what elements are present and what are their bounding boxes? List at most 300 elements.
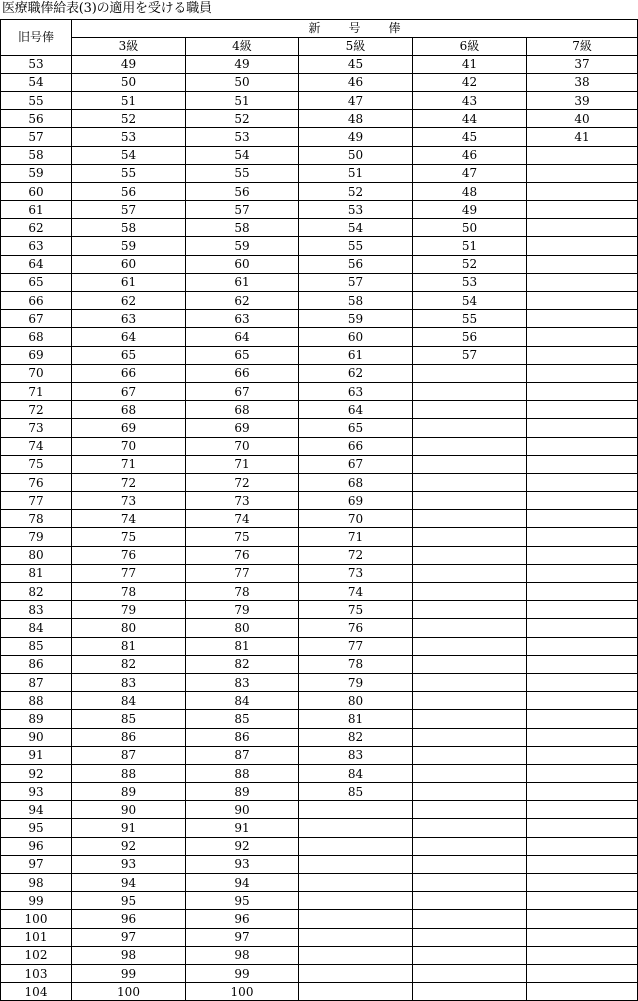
new-step-cell-grade-5: 79 bbox=[299, 673, 413, 691]
new-step-cell-grade-4: 79 bbox=[186, 601, 299, 619]
new-step-cell-grade-7 bbox=[527, 492, 638, 510]
table-row bbox=[1, 946, 638, 964]
old-step-cell: 88 bbox=[1, 692, 72, 710]
new-step-cell-grade-5 bbox=[299, 964, 413, 982]
table-row bbox=[1, 292, 638, 310]
new-step-cell-grade-5: 67 bbox=[299, 455, 413, 473]
table-row bbox=[1, 746, 638, 764]
new-step-cell-grade-4: 65 bbox=[186, 346, 299, 364]
new-step-cell-grade-4: 63 bbox=[186, 310, 299, 328]
new-step-cell-grade-4: 49 bbox=[186, 55, 299, 73]
new-step-cell-grade-7 bbox=[527, 946, 638, 964]
new-step-cell-grade-7 bbox=[527, 146, 638, 164]
new-step-cell-grade-7 bbox=[527, 619, 638, 637]
new-step-cell-grade-6 bbox=[413, 583, 527, 601]
new-step-cell-grade-5: 65 bbox=[299, 419, 413, 437]
table-row bbox=[1, 73, 638, 91]
new-step-cell-grade-6: 54 bbox=[413, 292, 527, 310]
new-step-cell-grade-7 bbox=[527, 219, 638, 237]
new-step-cell-grade-7 bbox=[527, 710, 638, 728]
new-step-cell-grade-7 bbox=[527, 364, 638, 382]
new-step-cell-grade-7 bbox=[527, 983, 638, 1001]
new-step-cell-grade-6 bbox=[413, 801, 527, 819]
old-step-cell: 79 bbox=[1, 528, 72, 546]
old-step-header: 旧号俸 bbox=[1, 20, 72, 56]
old-step-cell: 74 bbox=[1, 437, 72, 455]
new-step-cell-grade-4: 83 bbox=[186, 673, 299, 691]
new-step-cell-grade-5: 76 bbox=[299, 619, 413, 637]
table-row bbox=[1, 510, 638, 528]
new-step-cell-grade-4: 52 bbox=[186, 110, 299, 128]
new-step-cell-grade-5: 84 bbox=[299, 764, 413, 782]
new-step-cell-grade-6: 49 bbox=[413, 201, 527, 219]
new-step-cell-grade-7 bbox=[527, 637, 638, 655]
table-row bbox=[1, 655, 638, 673]
new-step-cell-grade-4: 60 bbox=[186, 255, 299, 273]
new-step-cell-grade-4: 66 bbox=[186, 364, 299, 382]
new-step-cell-grade-7: 40 bbox=[527, 110, 638, 128]
new-step-cell-grade-6: 43 bbox=[413, 91, 527, 109]
new-step-cell-grade-5: 50 bbox=[299, 146, 413, 164]
table-row bbox=[1, 964, 638, 982]
new-step-cell-grade-3: 50 bbox=[72, 73, 186, 91]
new-step-cell-grade-5: 64 bbox=[299, 401, 413, 419]
new-step-cell-grade-7 bbox=[527, 182, 638, 200]
new-step-cell-grade-3: 56 bbox=[72, 182, 186, 200]
new-step-cell-grade-6 bbox=[413, 673, 527, 691]
new-step-cell-grade-5: 68 bbox=[299, 473, 413, 491]
table-row bbox=[1, 855, 638, 873]
old-step-cell: 87 bbox=[1, 673, 72, 691]
old-step-cell: 72 bbox=[1, 401, 72, 419]
table-row bbox=[1, 146, 638, 164]
old-step-cell: 70 bbox=[1, 364, 72, 382]
new-step-cell-grade-3: 88 bbox=[72, 764, 186, 782]
table-row bbox=[1, 437, 638, 455]
old-step-cell: 93 bbox=[1, 783, 72, 801]
new-step-cell-grade-3: 98 bbox=[72, 946, 186, 964]
new-step-cell-grade-4: 78 bbox=[186, 583, 299, 601]
new-step-cell-grade-6 bbox=[413, 473, 527, 491]
salary-conversion-table bbox=[0, 19, 638, 1001]
new-step-cell-grade-7 bbox=[527, 764, 638, 782]
new-step-cell-grade-3: 71 bbox=[72, 455, 186, 473]
old-step-cell: 81 bbox=[1, 564, 72, 582]
grade-header-3: 3級 bbox=[72, 37, 186, 55]
table-row bbox=[1, 219, 638, 237]
new-step-cell-grade-4: 72 bbox=[186, 473, 299, 491]
table-row bbox=[1, 710, 638, 728]
new-step-cell-grade-5: 52 bbox=[299, 182, 413, 200]
new-step-cell-grade-7 bbox=[527, 292, 638, 310]
table-row bbox=[1, 637, 638, 655]
old-step-cell: 92 bbox=[1, 764, 72, 782]
new-step-cell-grade-3: 87 bbox=[72, 746, 186, 764]
new-step-cell-grade-4: 59 bbox=[186, 237, 299, 255]
table-row bbox=[1, 473, 638, 491]
new-step-cell-grade-7 bbox=[527, 346, 638, 364]
new-step-cell-grade-7 bbox=[527, 473, 638, 491]
document-title: 医療職俸給表(3)の適用を受ける職員 bbox=[2, 1, 212, 16]
new-step-cell-grade-3: 78 bbox=[72, 583, 186, 601]
new-step-cell-grade-5 bbox=[299, 910, 413, 928]
new-step-cell-grade-4: 86 bbox=[186, 728, 299, 746]
new-step-cell-grade-6 bbox=[413, 692, 527, 710]
new-step-cell-grade-7 bbox=[527, 601, 638, 619]
new-step-cell-grade-6 bbox=[413, 437, 527, 455]
table-row bbox=[1, 692, 638, 710]
table-row bbox=[1, 255, 638, 273]
new-step-cell-grade-6: 56 bbox=[413, 328, 527, 346]
new-step-cell-grade-6 bbox=[413, 637, 527, 655]
new-step-cell-grade-4: 53 bbox=[186, 128, 299, 146]
old-step-cell: 55 bbox=[1, 91, 72, 109]
new-step-cell-grade-5: 59 bbox=[299, 310, 413, 328]
new-step-cell-grade-5: 82 bbox=[299, 728, 413, 746]
new-step-cell-grade-5: 70 bbox=[299, 510, 413, 528]
new-step-cell-grade-5: 74 bbox=[299, 583, 413, 601]
new-step-cell-grade-7 bbox=[527, 855, 638, 873]
new-step-cell-grade-7 bbox=[527, 655, 638, 673]
old-step-cell: 86 bbox=[1, 655, 72, 673]
new-step-cell-grade-4: 51 bbox=[186, 91, 299, 109]
new-step-cell-grade-6 bbox=[413, 874, 527, 892]
table-row bbox=[1, 910, 638, 928]
new-step-cell-grade-3: 72 bbox=[72, 473, 186, 491]
table-row bbox=[1, 401, 638, 419]
new-step-cell-grade-4: 80 bbox=[186, 619, 299, 637]
new-step-cell-grade-3: 51 bbox=[72, 91, 186, 109]
old-step-cell: 68 bbox=[1, 328, 72, 346]
new-step-cell-grade-7 bbox=[527, 328, 638, 346]
new-step-cell-grade-4: 97 bbox=[186, 928, 299, 946]
new-step-cell-grade-4: 89 bbox=[186, 783, 299, 801]
new-step-cell-grade-7 bbox=[527, 819, 638, 837]
new-step-cell-grade-5 bbox=[299, 946, 413, 964]
table-row bbox=[1, 764, 638, 782]
new-step-cell-grade-6: 55 bbox=[413, 310, 527, 328]
table-row bbox=[1, 819, 638, 837]
new-step-cell-grade-7 bbox=[527, 419, 638, 437]
new-step-cell-grade-5: 81 bbox=[299, 710, 413, 728]
new-step-cell-grade-4: 93 bbox=[186, 855, 299, 873]
old-step-cell: 56 bbox=[1, 110, 72, 128]
table-row bbox=[1, 237, 638, 255]
new-step-cell-grade-7 bbox=[527, 401, 638, 419]
old-step-cell: 57 bbox=[1, 128, 72, 146]
grade-header-5: 5級 bbox=[299, 37, 413, 55]
new-step-cell-grade-5 bbox=[299, 837, 413, 855]
old-step-cell: 85 bbox=[1, 637, 72, 655]
old-step-cell: 98 bbox=[1, 874, 72, 892]
new-step-cell-grade-4: 99 bbox=[186, 964, 299, 982]
new-step-cell-grade-6 bbox=[413, 492, 527, 510]
old-step-cell: 95 bbox=[1, 819, 72, 837]
new-step-cell-grade-5: 62 bbox=[299, 364, 413, 382]
new-step-cell-grade-7 bbox=[527, 382, 638, 400]
table-row bbox=[1, 273, 638, 291]
new-step-cell-grade-3: 93 bbox=[72, 855, 186, 873]
new-step-cell-grade-7 bbox=[527, 510, 638, 528]
new-step-cell-grade-7 bbox=[527, 746, 638, 764]
new-step-cell-grade-3: 76 bbox=[72, 546, 186, 564]
new-step-cell-grade-6: 57 bbox=[413, 346, 527, 364]
new-step-cell-grade-3: 83 bbox=[72, 673, 186, 691]
new-step-cell-grade-5 bbox=[299, 819, 413, 837]
old-step-cell: 82 bbox=[1, 583, 72, 601]
new-step-cell-grade-6: 48 bbox=[413, 182, 527, 200]
new-step-cell-grade-7 bbox=[527, 455, 638, 473]
old-step-cell: 59 bbox=[1, 164, 72, 182]
new-step-cell-grade-3: 54 bbox=[72, 146, 186, 164]
old-step-cell: 67 bbox=[1, 310, 72, 328]
new-step-cell-grade-7 bbox=[527, 237, 638, 255]
new-step-cell-grade-3: 86 bbox=[72, 728, 186, 746]
new-step-cell-grade-7 bbox=[527, 928, 638, 946]
new-step-cell-grade-3: 85 bbox=[72, 710, 186, 728]
new-step-cell-grade-6 bbox=[413, 819, 527, 837]
new-step-cell-grade-3: 70 bbox=[72, 437, 186, 455]
table-row bbox=[1, 328, 638, 346]
new-step-cell-grade-6 bbox=[413, 546, 527, 564]
new-step-cell-grade-5: 80 bbox=[299, 692, 413, 710]
new-step-cell-grade-5: 69 bbox=[299, 492, 413, 510]
new-step-cell-grade-6 bbox=[413, 892, 527, 910]
new-step-cell-grade-5: 71 bbox=[299, 528, 413, 546]
old-step-cell: 104 bbox=[1, 983, 72, 1001]
new-step-cell-grade-4: 62 bbox=[186, 292, 299, 310]
old-step-cell: 73 bbox=[1, 419, 72, 437]
old-step-cell: 58 bbox=[1, 146, 72, 164]
table-row bbox=[1, 728, 638, 746]
new-step-cell-grade-5: 85 bbox=[299, 783, 413, 801]
new-step-cell-grade-3: 53 bbox=[72, 128, 186, 146]
new-step-cell-grade-6: 47 bbox=[413, 164, 527, 182]
new-step-cell-grade-6 bbox=[413, 837, 527, 855]
new-step-cell-grade-6: 53 bbox=[413, 273, 527, 291]
new-step-cell-grade-5: 77 bbox=[299, 637, 413, 655]
new-step-cell-grade-5: 54 bbox=[299, 219, 413, 237]
new-step-cell-grade-5 bbox=[299, 855, 413, 873]
old-step-cell: 63 bbox=[1, 237, 72, 255]
new-step-cell-grade-3: 79 bbox=[72, 601, 186, 619]
new-step-cell-grade-5 bbox=[299, 983, 413, 1001]
new-step-cell-grade-7: 38 bbox=[527, 73, 638, 91]
new-step-cell-grade-4: 69 bbox=[186, 419, 299, 437]
new-step-cell-grade-3: 65 bbox=[72, 346, 186, 364]
new-step-cell-grade-6 bbox=[413, 728, 527, 746]
new-step-cell-grade-4: 50 bbox=[186, 73, 299, 91]
old-step-cell: 69 bbox=[1, 346, 72, 364]
old-step-cell: 54 bbox=[1, 73, 72, 91]
table-row bbox=[1, 55, 638, 73]
new-step-cell-grade-3: 64 bbox=[72, 328, 186, 346]
old-step-cell: 75 bbox=[1, 455, 72, 473]
table-row bbox=[1, 673, 638, 691]
table-row bbox=[1, 128, 638, 146]
new-step-cell-grade-5 bbox=[299, 874, 413, 892]
new-step-cell-grade-7 bbox=[527, 255, 638, 273]
new-step-cell-grade-6: 50 bbox=[413, 219, 527, 237]
new-step-cell-grade-5: 45 bbox=[299, 55, 413, 73]
new-step-cell-grade-6 bbox=[413, 655, 527, 673]
table-row bbox=[1, 837, 638, 855]
new-step-cell-grade-6: 46 bbox=[413, 146, 527, 164]
old-step-cell: 64 bbox=[1, 255, 72, 273]
new-step-cell-grade-7 bbox=[527, 837, 638, 855]
new-step-cell-grade-5: 61 bbox=[299, 346, 413, 364]
new-step-cell-grade-4: 70 bbox=[186, 437, 299, 455]
old-step-cell: 62 bbox=[1, 219, 72, 237]
table-row bbox=[1, 874, 638, 892]
new-step-cell-grade-5: 58 bbox=[299, 292, 413, 310]
new-step-cell-grade-3: 91 bbox=[72, 819, 186, 837]
new-step-cell-grade-6 bbox=[413, 710, 527, 728]
old-step-cell: 91 bbox=[1, 746, 72, 764]
new-step-cell-grade-5: 78 bbox=[299, 655, 413, 673]
new-step-cell-grade-3: 52 bbox=[72, 110, 186, 128]
new-step-cell-grade-5: 75 bbox=[299, 601, 413, 619]
old-step-cell: 100 bbox=[1, 910, 72, 928]
new-step-cell-grade-7 bbox=[527, 892, 638, 910]
old-step-cell: 78 bbox=[1, 510, 72, 528]
new-step-cell-grade-7 bbox=[527, 437, 638, 455]
new-step-cell-grade-4: 68 bbox=[186, 401, 299, 419]
new-step-cell-grade-3: 89 bbox=[72, 783, 186, 801]
new-step-cell-grade-4: 88 bbox=[186, 764, 299, 782]
new-step-cell-grade-4: 81 bbox=[186, 637, 299, 655]
new-step-cell-grade-7 bbox=[527, 201, 638, 219]
table-row bbox=[1, 364, 638, 382]
new-step-cell-grade-6: 52 bbox=[413, 255, 527, 273]
new-step-cell-grade-6 bbox=[413, 528, 527, 546]
old-step-cell: 96 bbox=[1, 837, 72, 855]
new-step-cell-grade-3: 75 bbox=[72, 528, 186, 546]
new-step-cell-grade-3: 58 bbox=[72, 219, 186, 237]
new-step-cell-grade-4: 87 bbox=[186, 746, 299, 764]
old-step-cell: 83 bbox=[1, 601, 72, 619]
table-row bbox=[1, 346, 638, 364]
new-step-cell-grade-7 bbox=[527, 783, 638, 801]
old-step-cell: 60 bbox=[1, 182, 72, 200]
old-step-cell: 102 bbox=[1, 946, 72, 964]
table-row bbox=[1, 492, 638, 510]
new-step-cell-grade-4: 67 bbox=[186, 382, 299, 400]
table-row bbox=[1, 601, 638, 619]
new-step-cell-grade-3: 97 bbox=[72, 928, 186, 946]
new-step-cell-grade-5: 46 bbox=[299, 73, 413, 91]
new-step-cell-grade-6 bbox=[413, 510, 527, 528]
new-step-cell-grade-6 bbox=[413, 619, 527, 637]
new-step-cell-grade-3: 66 bbox=[72, 364, 186, 382]
new-step-cell-grade-5: 73 bbox=[299, 564, 413, 582]
new-step-cell-grade-6 bbox=[413, 455, 527, 473]
table-row bbox=[1, 182, 638, 200]
new-step-cell-grade-4: 75 bbox=[186, 528, 299, 546]
new-step-cell-grade-7: 39 bbox=[527, 91, 638, 109]
new-step-header: 新号俸 bbox=[72, 20, 638, 38]
new-step-cell-grade-4: 71 bbox=[186, 455, 299, 473]
new-step-cell-grade-7 bbox=[527, 728, 638, 746]
new-step-cell-grade-6: 41 bbox=[413, 55, 527, 73]
new-step-cell-grade-7 bbox=[527, 273, 638, 291]
new-step-cell-grade-4: 64 bbox=[186, 328, 299, 346]
new-step-cell-grade-6 bbox=[413, 964, 527, 982]
old-step-cell: 97 bbox=[1, 855, 72, 873]
table-row bbox=[1, 382, 638, 400]
new-step-cell-grade-6 bbox=[413, 419, 527, 437]
new-step-cell-grade-5: 83 bbox=[299, 746, 413, 764]
new-step-cell-grade-7 bbox=[527, 673, 638, 691]
new-step-cell-grade-4: 100 bbox=[186, 983, 299, 1001]
new-step-cell-grade-6 bbox=[413, 364, 527, 382]
new-step-cell-grade-5: 66 bbox=[299, 437, 413, 455]
old-step-cell: 61 bbox=[1, 201, 72, 219]
new-step-cell-grade-7 bbox=[527, 564, 638, 582]
new-step-cell-grade-3: 60 bbox=[72, 255, 186, 273]
new-step-cell-grade-3: 99 bbox=[72, 964, 186, 982]
new-step-cell-grade-7 bbox=[527, 546, 638, 564]
table-row bbox=[1, 583, 638, 601]
new-step-cell-grade-3: 57 bbox=[72, 201, 186, 219]
table-header bbox=[1, 20, 638, 56]
new-step-cell-grade-6: 51 bbox=[413, 237, 527, 255]
new-step-cell-grade-5: 47 bbox=[299, 91, 413, 109]
table-row bbox=[1, 528, 638, 546]
table-row bbox=[1, 201, 638, 219]
new-step-cell-grade-4: 85 bbox=[186, 710, 299, 728]
new-step-cell-grade-6 bbox=[413, 382, 527, 400]
new-step-cell-grade-3: 92 bbox=[72, 837, 186, 855]
new-step-cell-grade-3: 80 bbox=[72, 619, 186, 637]
old-step-cell: 66 bbox=[1, 292, 72, 310]
grade-header-6: 6級 bbox=[413, 37, 527, 55]
new-step-cell-grade-5: 49 bbox=[299, 128, 413, 146]
new-step-cell-grade-3: 69 bbox=[72, 419, 186, 437]
new-step-cell-grade-6 bbox=[413, 564, 527, 582]
new-step-cell-grade-6: 45 bbox=[413, 128, 527, 146]
old-step-cell: 90 bbox=[1, 728, 72, 746]
table-row bbox=[1, 983, 638, 1001]
table-row bbox=[1, 164, 638, 182]
new-step-cell-grade-5: 60 bbox=[299, 328, 413, 346]
new-step-cell-grade-3: 55 bbox=[72, 164, 186, 182]
table-row bbox=[1, 801, 638, 819]
new-step-cell-grade-5: 48 bbox=[299, 110, 413, 128]
new-step-cell-grade-3: 82 bbox=[72, 655, 186, 673]
new-step-cell-grade-3: 74 bbox=[72, 510, 186, 528]
new-step-cell-grade-4: 57 bbox=[186, 201, 299, 219]
new-step-cell-grade-6 bbox=[413, 764, 527, 782]
old-step-cell: 89 bbox=[1, 710, 72, 728]
table-body bbox=[1, 55, 638, 1001]
new-step-cell-grade-6 bbox=[413, 601, 527, 619]
new-step-cell-grade-4: 55 bbox=[186, 164, 299, 182]
old-step-cell: 103 bbox=[1, 964, 72, 982]
new-step-cell-grade-4: 91 bbox=[186, 819, 299, 837]
new-step-cell-grade-5: 57 bbox=[299, 273, 413, 291]
new-step-cell-grade-7 bbox=[527, 964, 638, 982]
new-step-cell-grade-3: 68 bbox=[72, 401, 186, 419]
grade-header-7: 7級 bbox=[527, 37, 638, 55]
grade-header-4: 4級 bbox=[186, 37, 299, 55]
new-step-cell-grade-7 bbox=[527, 164, 638, 182]
old-step-cell: 84 bbox=[1, 619, 72, 637]
new-step-cell-grade-3: 96 bbox=[72, 910, 186, 928]
new-step-cell-grade-3: 62 bbox=[72, 292, 186, 310]
table-row bbox=[1, 310, 638, 328]
new-step-cell-grade-4: 84 bbox=[186, 692, 299, 710]
